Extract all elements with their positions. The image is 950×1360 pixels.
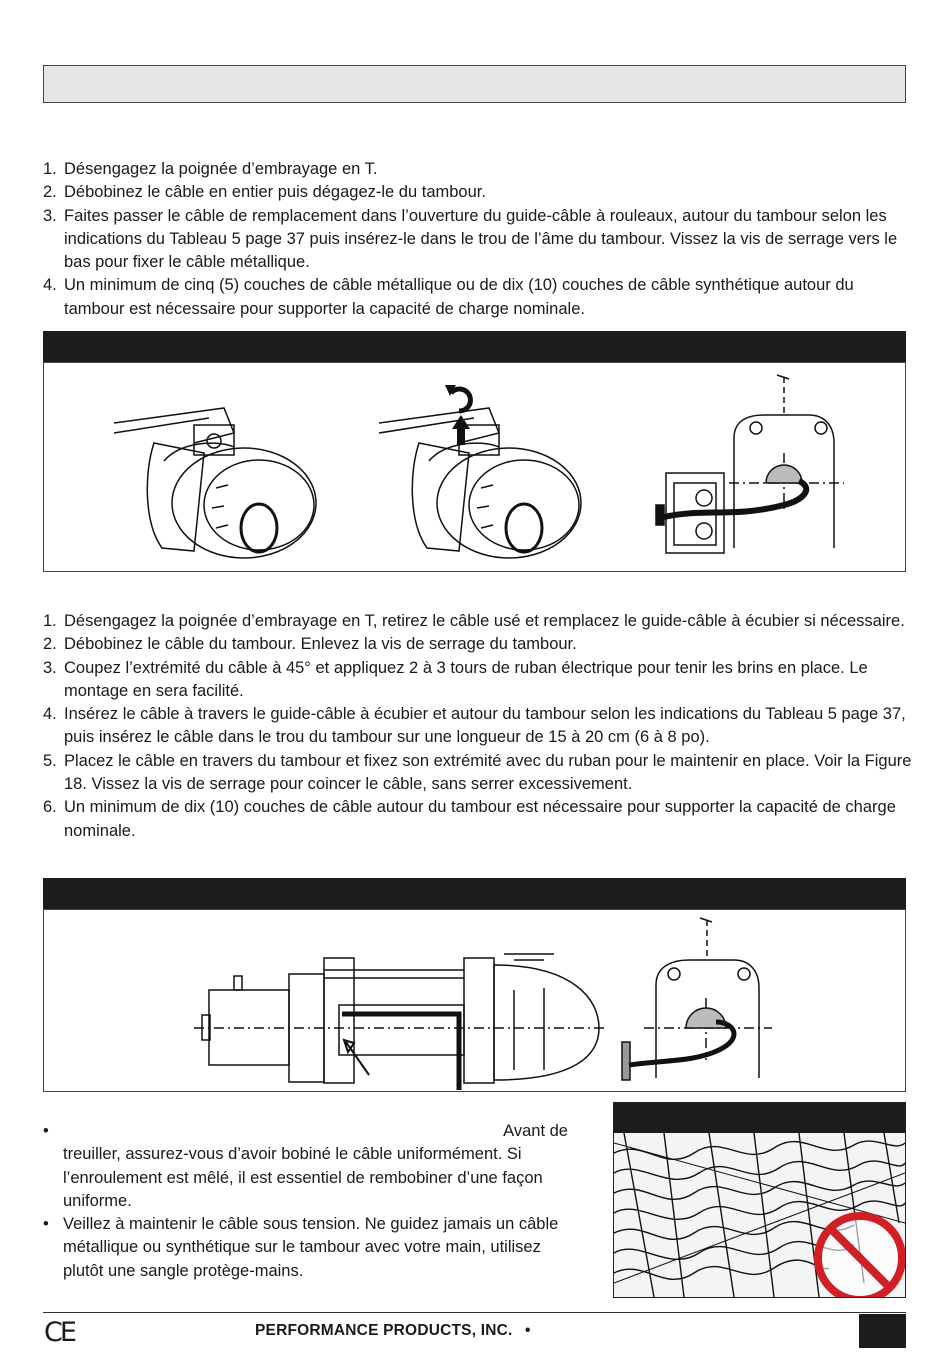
list-item: 3. Faites passer le câble de remplacement dans l’ouverture du guide-câble à rouleaux, autour du tambour selon les indications du Tableau 5 page 37 puis insérez-le dans le trou de l’âme du tambour. Vissez la vis de serrage vers le bas pour fixer le câble métallique. [43, 206, 898, 272]
figure-header-1 [43, 331, 906, 362]
section-title-bar [43, 65, 906, 103]
list-item: 4. Un minimum de cinq (5) couches de câble métallique ou de dix (10) couches de câble synthétique autour du tambour est nécessaire pour supporter la capacité de charge nominale. [43, 276, 854, 318]
no-symbol-icon [818, 1216, 902, 1297]
figure-frame-2 [43, 909, 906, 1092]
list-item: 3. Coupez l’extrémité du câble à 45° et appliquez 2 à 3 tours de ruban électrique pour tenir les brins en place. Le montage en sera facilité. [43, 658, 868, 700]
figure-frame-1 [43, 362, 906, 572]
warning-bullets [43, 1120, 568, 1283]
figure-header-3 [614, 1103, 905, 1133]
list-item: 5. Placez le câble en travers du tambour et fixez son extrémité avec du ruban pour le maintenir en place. Voir la Figure 18. Vissez la vis de serrage pour coincer le câble, sans serrer excessivement. [43, 751, 912, 794]
page-number-box [859, 1314, 906, 1348]
list-item: 1. Désengagez la poignée d’embrayage en T. [43, 160, 378, 178]
list-item: 6. Un minimum de dix (10) couches de câble autour du tambour est nécessaire pour supporter la capacité de charge nominale. [43, 798, 896, 840]
list-item: • Veillez à maintenir le câble sous tension. Ne guidez jamais un câble métallique ou synthétique sur le tambour avec votre main, utilisez plutôt une sangle protège-mains. [43, 1215, 559, 1280]
steps-list-wire-rope [43, 158, 913, 321]
tangled-cable-figure [613, 1102, 906, 1298]
list-item: 4. Insérez le câble à travers le guide-câble à écubier et autour du tambour selon les indications du Tableau 5 page 37, puis insérez le câble dans le trou du tambour sur une longueur de 15 à 20 cm (6 à 8 po). [43, 705, 906, 747]
ce-mark: CE [44, 1317, 74, 1348]
winch-clutch-illustration [44, 363, 905, 571]
list-item: 1. Désengagez la poignée d’embrayage en T, retirez le câble usé et remplacez le guide-câble à écubier si nécessaire. [43, 612, 905, 630]
footer-rule [43, 1312, 906, 1313]
footer-company: PERFORMANCE PRODUCTS, INC. • [255, 1322, 531, 1339]
list-item: 2. Débobinez le câble en entier puis dégagez-le du tambour. [43, 183, 486, 202]
tangled-cable-illustration [614, 1133, 905, 1297]
figure-header-2 [43, 878, 906, 909]
steps-list-synthetic-rope [43, 610, 913, 843]
list-item: 2. Débobinez le câble du tambour. Enlevez la vis de serrage du tambour. [43, 635, 577, 654]
list-item: • Avant de treuiller, assurez-vous d’avoir bobiné le câble uniformément. Si l’enroulement est mêlé, il est essentiel de rembobiner d’une façon uniforme. [43, 1122, 568, 1210]
rotate-arrow-icon [445, 385, 470, 445]
winch-drum-illustration [44, 910, 905, 1091]
